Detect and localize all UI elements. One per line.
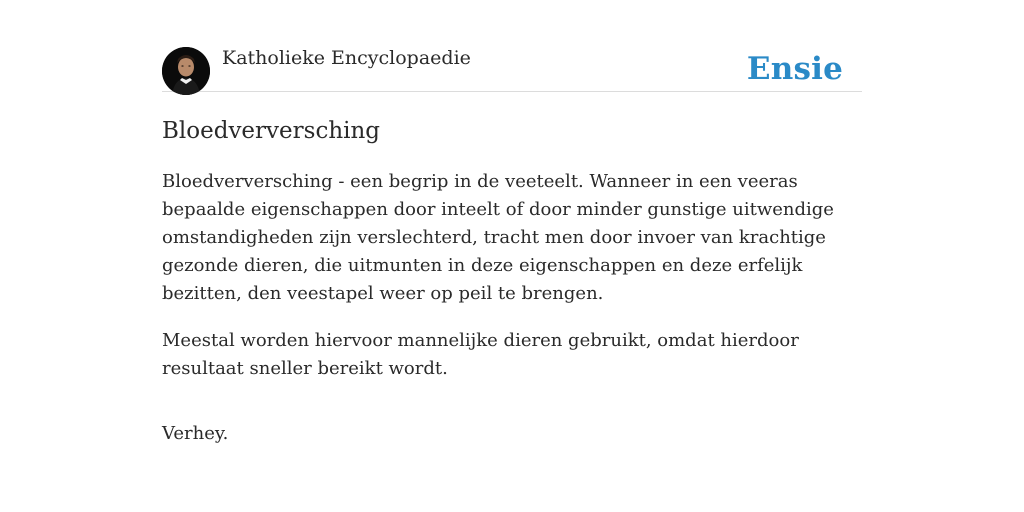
site-name-link[interactable]: Katholieke Encyclopaedie	[222, 47, 471, 69]
brand-logo-link[interactable]: Ensie	[746, 51, 843, 87]
portrait-avatar-icon[interactable]	[162, 47, 210, 95]
page-container	[162, 46, 862, 444]
article-body	[162, 168, 862, 467]
portrait-image	[162, 47, 210, 95]
article-signature: Verhey.	[162, 423, 229, 444]
article-paragraph: Bloedverversching - een begrip in de veeteelt. Wanneer in een veeras bepaalde eigenschappen door inteelt of door minder gunstige uitwendige omstandigheden zijn verslechterd, tracht men door invoer van krachtige gezonde dieren, die uitmunten in deze eigenschappen en deze erfelijk bezitten, den veestapel weer op peil te brengen.	[162, 171, 834, 304]
article-paragraph: Meestal worden hiervoor mannelijke dieren gebruikt, omdat hierdoor resultaat sneller bereikt wordt.	[162, 330, 799, 379]
article-title: Bloedverversching	[162, 118, 381, 144]
site-header	[162, 46, 862, 92]
